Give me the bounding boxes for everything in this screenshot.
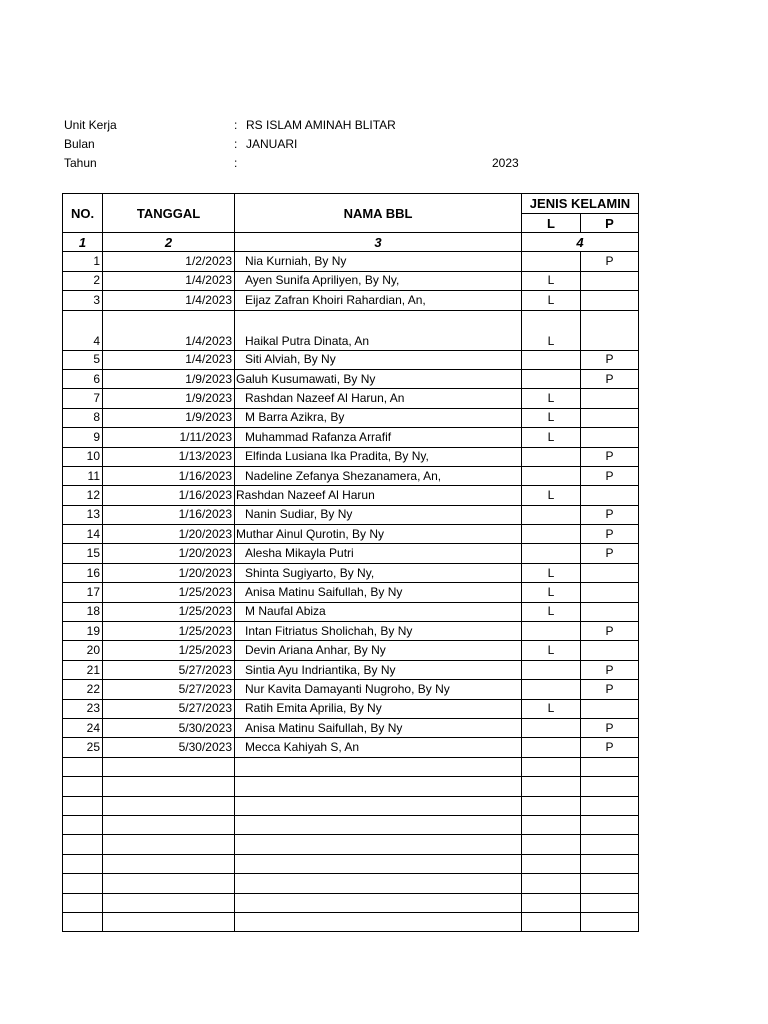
row-gender-l	[522, 738, 581, 757]
row-name: Galuh Kusumawati, By Ny	[235, 369, 522, 388]
empty-cell	[235, 874, 522, 893]
row-gender-l: L	[522, 486, 581, 505]
empty-cell	[581, 893, 639, 912]
row-gender-p: P	[581, 466, 639, 485]
row-date: 1/13/2023	[103, 447, 235, 466]
table-row	[63, 271, 639, 290]
row-name: Nia Kurniah, By Ny	[235, 252, 522, 271]
table-row	[63, 583, 639, 602]
row-name: Ratih Emita Aprilia, By Ny	[235, 699, 522, 718]
header-p: P	[581, 214, 639, 233]
row-number: 5	[63, 350, 103, 369]
empty-cell	[522, 893, 581, 912]
row-gender-l	[522, 718, 581, 737]
table-row	[63, 350, 639, 369]
row-gender-p	[581, 699, 639, 718]
row-date: 1/20/2023	[103, 544, 235, 563]
row-gender-l	[522, 660, 581, 679]
empty-cell	[103, 815, 235, 834]
empty-cell	[63, 854, 103, 873]
row-gender-p: P	[581, 544, 639, 563]
unit-kerja-value: RS ISLAM AMINAH BLITAR	[246, 118, 396, 132]
row-name: Nur Kavita Damayanti Nugroho, By Ny	[235, 680, 522, 699]
row-gender-p: P	[581, 525, 639, 544]
row-name: M Naufal Abiza	[235, 602, 522, 621]
row-name: Shinta Sugiyarto, By Ny,	[235, 563, 522, 582]
row-date: 1/25/2023	[103, 641, 235, 660]
row-gender-p	[581, 602, 639, 621]
row-name: Nadeline Zefanya Shezanamera, An,	[235, 466, 522, 485]
row-name: Rashdan Nazeef Al Harun	[235, 486, 522, 505]
row-name: Alesha Mikayla Putri	[235, 544, 522, 563]
row-name: Intan Fitriatus Sholichah, By Ny	[235, 622, 522, 641]
empty-cell	[235, 854, 522, 873]
empty-cell	[63, 757, 103, 776]
bulan-label: Bulan	[64, 137, 95, 151]
row-date: 1/4/2023	[103, 310, 235, 350]
empty-row	[63, 893, 639, 912]
empty-cell	[522, 815, 581, 834]
empty-cell	[581, 757, 639, 776]
empty-cell	[103, 835, 235, 854]
row-date: 1/4/2023	[103, 271, 235, 290]
empty-row	[63, 796, 639, 815]
row-number: 10	[63, 447, 103, 466]
row-number: 7	[63, 389, 103, 408]
row-date: 5/27/2023	[103, 660, 235, 679]
empty-cell	[581, 777, 639, 796]
row-gender-p	[581, 583, 639, 602]
row-date: 5/30/2023	[103, 718, 235, 737]
row-gender-p	[581, 563, 639, 582]
row-number: 12	[63, 486, 103, 505]
empty-cell	[581, 796, 639, 815]
empty-cell	[103, 796, 235, 815]
empty-cell	[63, 815, 103, 834]
row-date: 1/25/2023	[103, 583, 235, 602]
row-date: 1/2/2023	[103, 252, 235, 271]
row-number: 9	[63, 428, 103, 447]
row-number: 1	[63, 252, 103, 271]
empty-cell	[63, 835, 103, 854]
empty-row	[63, 835, 639, 854]
row-date: 5/30/2023	[103, 738, 235, 757]
row-gender-p: P	[581, 738, 639, 757]
row-name: Mecca Kahiyah S, An	[235, 738, 522, 757]
row-gender-p: P	[581, 505, 639, 524]
unit-kerja-label: Unit Kerja	[64, 118, 117, 132]
empty-cell	[522, 912, 581, 931]
row-gender-p: P	[581, 660, 639, 679]
empty-cell	[581, 912, 639, 931]
row-number: 13	[63, 505, 103, 524]
row-date: 1/16/2023	[103, 486, 235, 505]
row-gender-l	[522, 544, 581, 563]
row-number: 15	[63, 544, 103, 563]
row-gender-p	[581, 291, 639, 310]
empty-cell	[235, 777, 522, 796]
table-row	[63, 310, 639, 350]
row-gender-l	[522, 447, 581, 466]
table-row	[63, 486, 639, 505]
row-number: 3	[63, 291, 103, 310]
table-row	[63, 252, 639, 271]
row-gender-l: L	[522, 271, 581, 290]
row-gender-l: L	[522, 408, 581, 427]
empty-row	[63, 815, 639, 834]
empty-cell	[581, 854, 639, 873]
row-name: Haikal Putra Dinata, An	[235, 310, 522, 350]
row-gender-l: L	[522, 291, 581, 310]
row-gender-l	[522, 505, 581, 524]
row-name: Ayen Sunifa Apriliyen, By Ny,	[235, 271, 522, 290]
empty-cell	[522, 835, 581, 854]
row-name: Rashdan Nazeef Al Harun, An	[235, 389, 522, 408]
row-number: 17	[63, 583, 103, 602]
row-gender-p	[581, 310, 639, 350]
table-row	[63, 641, 639, 660]
row-number: 22	[63, 680, 103, 699]
table-row	[63, 291, 639, 310]
bulan-value: JANUARI	[246, 137, 298, 151]
empty-cell	[522, 757, 581, 776]
row-date: 1/11/2023	[103, 428, 235, 447]
row-gender-p: P	[581, 680, 639, 699]
tahun-label: Tahun	[64, 156, 97, 170]
row-number: 24	[63, 718, 103, 737]
table-row	[63, 525, 639, 544]
table-body	[63, 252, 639, 932]
table-row	[63, 602, 639, 621]
table-row	[63, 718, 639, 737]
bulan-line	[64, 135, 534, 154]
empty-row	[63, 912, 639, 931]
row-name: Devin Ariana Anhar, By Ny	[235, 641, 522, 660]
row-date: 1/9/2023	[103, 408, 235, 427]
row-number: 23	[63, 699, 103, 718]
row-number: 6	[63, 369, 103, 388]
unit-kerja-colon: :	[234, 118, 238, 132]
empty-cell	[235, 815, 522, 834]
row-name: M Barra Azikra, By	[235, 408, 522, 427]
table-row	[63, 447, 639, 466]
row-number: 21	[63, 660, 103, 679]
row-gender-p: P	[581, 252, 639, 271]
row-name: Eijaz Zafran Khoiri Rahardian, An,	[235, 291, 522, 310]
empty-cell	[103, 912, 235, 931]
row-date: 1/20/2023	[103, 563, 235, 582]
empty-cell	[522, 796, 581, 815]
empty-cell	[63, 777, 103, 796]
row-gender-l: L	[522, 428, 581, 447]
row-gender-l	[522, 622, 581, 641]
column-number-4: 4	[522, 233, 639, 252]
row-gender-l	[522, 369, 581, 388]
empty-cell	[522, 854, 581, 873]
row-date: 1/4/2023	[103, 291, 235, 310]
row-gender-p	[581, 486, 639, 505]
row-gender-p	[581, 271, 639, 290]
table-row	[63, 369, 639, 388]
header-tanggal: TANGGAL	[103, 194, 235, 233]
row-name: Elfinda Lusiana Ika Pradita, By Ny,	[235, 447, 522, 466]
row-gender-l	[522, 252, 581, 271]
row-date: 1/9/2023	[103, 369, 235, 388]
empty-cell	[63, 912, 103, 931]
tahun-colon: :	[234, 156, 238, 170]
column-number-3: 3	[235, 233, 522, 252]
row-gender-p: P	[581, 718, 639, 737]
row-gender-l	[522, 525, 581, 544]
empty-cell	[63, 893, 103, 912]
empty-cell	[235, 912, 522, 931]
row-name: Anisa Matinu Saifullah, By Ny	[235, 718, 522, 737]
table-row	[63, 428, 639, 447]
empty-cell	[103, 757, 235, 776]
row-gender-l	[522, 680, 581, 699]
empty-cell	[522, 777, 581, 796]
row-number: 19	[63, 622, 103, 641]
row-gender-p	[581, 428, 639, 447]
table-row	[63, 389, 639, 408]
row-name: Siti Alviah, By Ny	[235, 350, 522, 369]
row-gender-l: L	[522, 641, 581, 660]
row-number: 8	[63, 408, 103, 427]
row-number: 4	[63, 310, 103, 350]
header-no: NO.	[63, 194, 103, 233]
row-date: 1/25/2023	[103, 622, 235, 641]
row-date: 5/27/2023	[103, 699, 235, 718]
empty-cell	[235, 796, 522, 815]
empty-row	[63, 777, 639, 796]
row-gender-l: L	[522, 583, 581, 602]
empty-cell	[63, 796, 103, 815]
row-number: 2	[63, 271, 103, 290]
row-number: 20	[63, 641, 103, 660]
empty-row	[63, 757, 639, 776]
header-jenis-kelamin: JENIS KELAMIN	[522, 194, 639, 214]
row-number: 11	[63, 466, 103, 485]
empty-cell	[103, 893, 235, 912]
empty-cell	[235, 835, 522, 854]
row-name: Muhammad Rafanza Arrafif	[235, 428, 522, 447]
tahun-value: 2023	[492, 156, 519, 170]
table-row	[63, 680, 639, 699]
row-gender-p	[581, 641, 639, 660]
unit-kerja-line	[64, 116, 534, 135]
bulan-colon: :	[234, 137, 238, 151]
empty-row	[63, 854, 639, 873]
row-gender-p: P	[581, 622, 639, 641]
row-date: 1/20/2023	[103, 525, 235, 544]
row-date: 1/4/2023	[103, 350, 235, 369]
empty-cell	[63, 874, 103, 893]
table-row	[63, 622, 639, 641]
empty-cell	[522, 874, 581, 893]
row-gender-p: P	[581, 369, 639, 388]
empty-cell	[103, 777, 235, 796]
row-gender-l	[522, 466, 581, 485]
row-number: 14	[63, 525, 103, 544]
table-row	[63, 660, 639, 679]
row-number: 18	[63, 602, 103, 621]
empty-cell	[103, 874, 235, 893]
row-date: 5/27/2023	[103, 680, 235, 699]
row-gender-p: P	[581, 447, 639, 466]
bbl-register-table	[62, 193, 639, 932]
row-gender-p	[581, 389, 639, 408]
row-gender-p: P	[581, 350, 639, 369]
row-name: Anisa Matinu Saifullah, By Ny	[235, 583, 522, 602]
empty-row	[63, 874, 639, 893]
row-date: 1/16/2023	[103, 505, 235, 524]
empty-cell	[581, 835, 639, 854]
row-gender-l: L	[522, 310, 581, 350]
row-date: 1/16/2023	[103, 466, 235, 485]
row-date: 1/25/2023	[103, 602, 235, 621]
row-name: Muthar Ainul Qurotin, By Ny	[235, 525, 522, 544]
row-number: 25	[63, 738, 103, 757]
row-name: Nanin Sudiar, By Ny	[235, 505, 522, 524]
row-gender-l: L	[522, 389, 581, 408]
row-gender-l: L	[522, 563, 581, 582]
column-number-2: 2	[103, 233, 235, 252]
row-name: Sintia Ayu Indriantika, By Ny	[235, 660, 522, 679]
row-number: 16	[63, 563, 103, 582]
table-row	[63, 544, 639, 563]
row-gender-l	[522, 350, 581, 369]
table-row	[63, 505, 639, 524]
empty-cell	[103, 854, 235, 873]
row-date: 1/9/2023	[103, 389, 235, 408]
table-row	[63, 699, 639, 718]
empty-cell	[235, 893, 522, 912]
empty-cell	[235, 757, 522, 776]
row-gender-l: L	[522, 602, 581, 621]
table-row	[63, 563, 639, 582]
row-gender-l: L	[522, 699, 581, 718]
empty-cell	[581, 874, 639, 893]
row-gender-p	[581, 408, 639, 427]
header-l: L	[522, 214, 581, 233]
table-row	[63, 408, 639, 427]
tahun-line	[64, 154, 534, 173]
table-row	[63, 466, 639, 485]
table-row	[63, 738, 639, 757]
empty-cell	[581, 815, 639, 834]
column-number-1: 1	[63, 233, 103, 252]
header-nama-bbl: NAMA BBL	[235, 194, 522, 233]
